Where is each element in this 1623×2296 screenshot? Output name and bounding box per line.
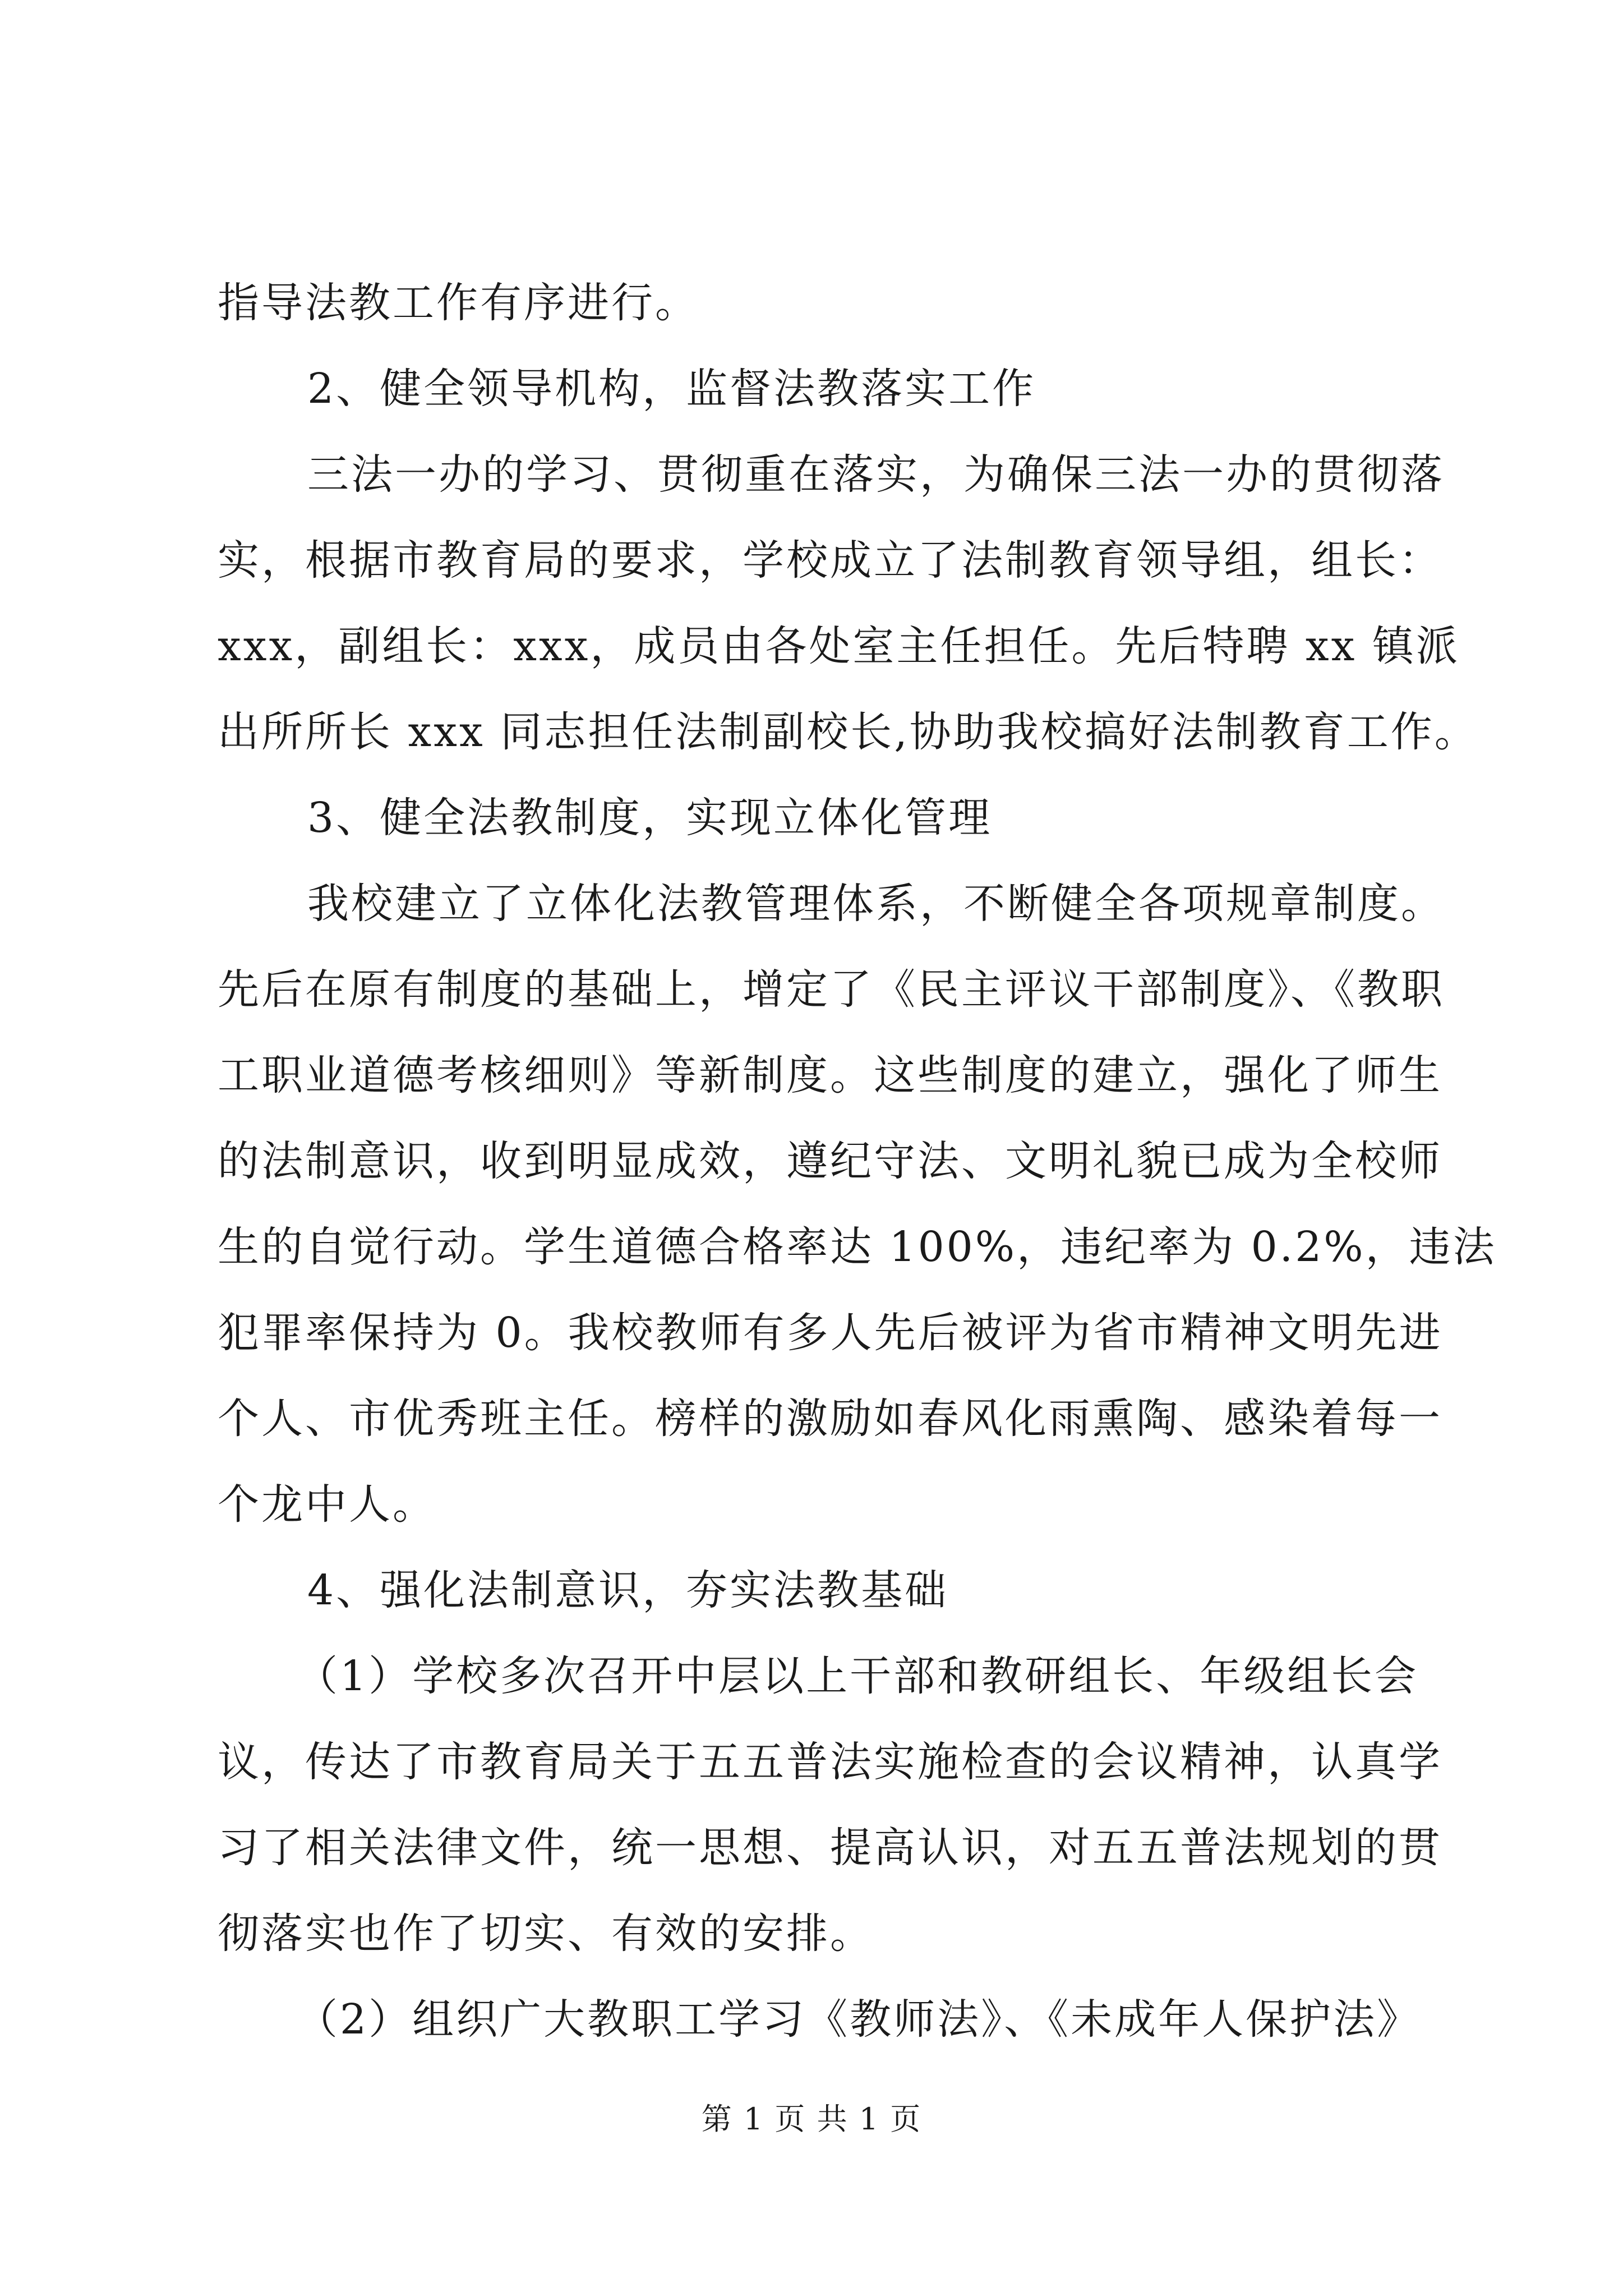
body-line: 指导法教工作有序进行。 [218, 279, 699, 327]
page-footer: 第 1 页 共 1 页 [701, 2101, 922, 2137]
body-line: 实，根据市教育局的要求，学校成立了法制教育领导组，组长： [218, 536, 1442, 585]
body-line: （2）组织广大教职工学习《教师法》、《未成年人保护法》 [296, 1995, 1421, 2044]
body-line: 犯罪率保持为 0。我校教师有多人先后被评为省市精神文明先进 [218, 1309, 1443, 1357]
body-line: xxx，副组长：xxx，成员由各处室主任担任。先后特聘 xx 镇派 [218, 622, 1460, 670]
body-line: 的法制意识，收到明显成效，遵纪守法、文明礼貌已成为全校师 [218, 1137, 1442, 1185]
section-heading-4: 4、强化法制意识，夯实法教基础 [307, 1566, 949, 1614]
body-line: 出所所长 xxx 同志担任法制副校长,协助我校搞好法制教育工作。 [218, 708, 1478, 756]
body-line: 习了相关法律文件，统一思想、提高认识，对五五普法规划的贯 [218, 1824, 1442, 1872]
body-line: 工职业道德考核细则》等新制度。这些制度的建立，强化了师生 [218, 1051, 1442, 1099]
body-line: 我校建立了立体化法教管理体系，不断健全各项规章制度。 [307, 880, 1445, 928]
body-line: 生的自觉行动。学生道德合格率达 100%，违纪率为 0.2%，违法 [218, 1223, 1497, 1271]
section-heading-3: 3、健全法教制度，实现立体化管理 [307, 794, 993, 842]
body-line: 三法一办的学习、贯彻重在落实，为确保三法一办的贯彻落 [307, 450, 1445, 499]
body-line: 先后在原有制度的基础上，增定了《民主评议干部制度》、《教职 [218, 965, 1445, 1014]
body-line: 议，传达了市教育局关于五五普法实施检查的会议精神，认真学 [218, 1738, 1442, 1786]
body-line: 个龙中人。 [218, 1480, 436, 1529]
body-line: 个人、市优秀班主任。榜样的激励如春风化雨熏陶、感染着每一 [218, 1395, 1442, 1443]
body-line: 彻落实也作了切实、有效的安排。 [218, 1910, 874, 1958]
section-heading-2: 2、健全领导机构，监督法教落实工作 [307, 365, 1036, 413]
body-line: （1）学校多次召开中层以上干部和教研组长、年级组长会 [296, 1652, 1419, 1700]
